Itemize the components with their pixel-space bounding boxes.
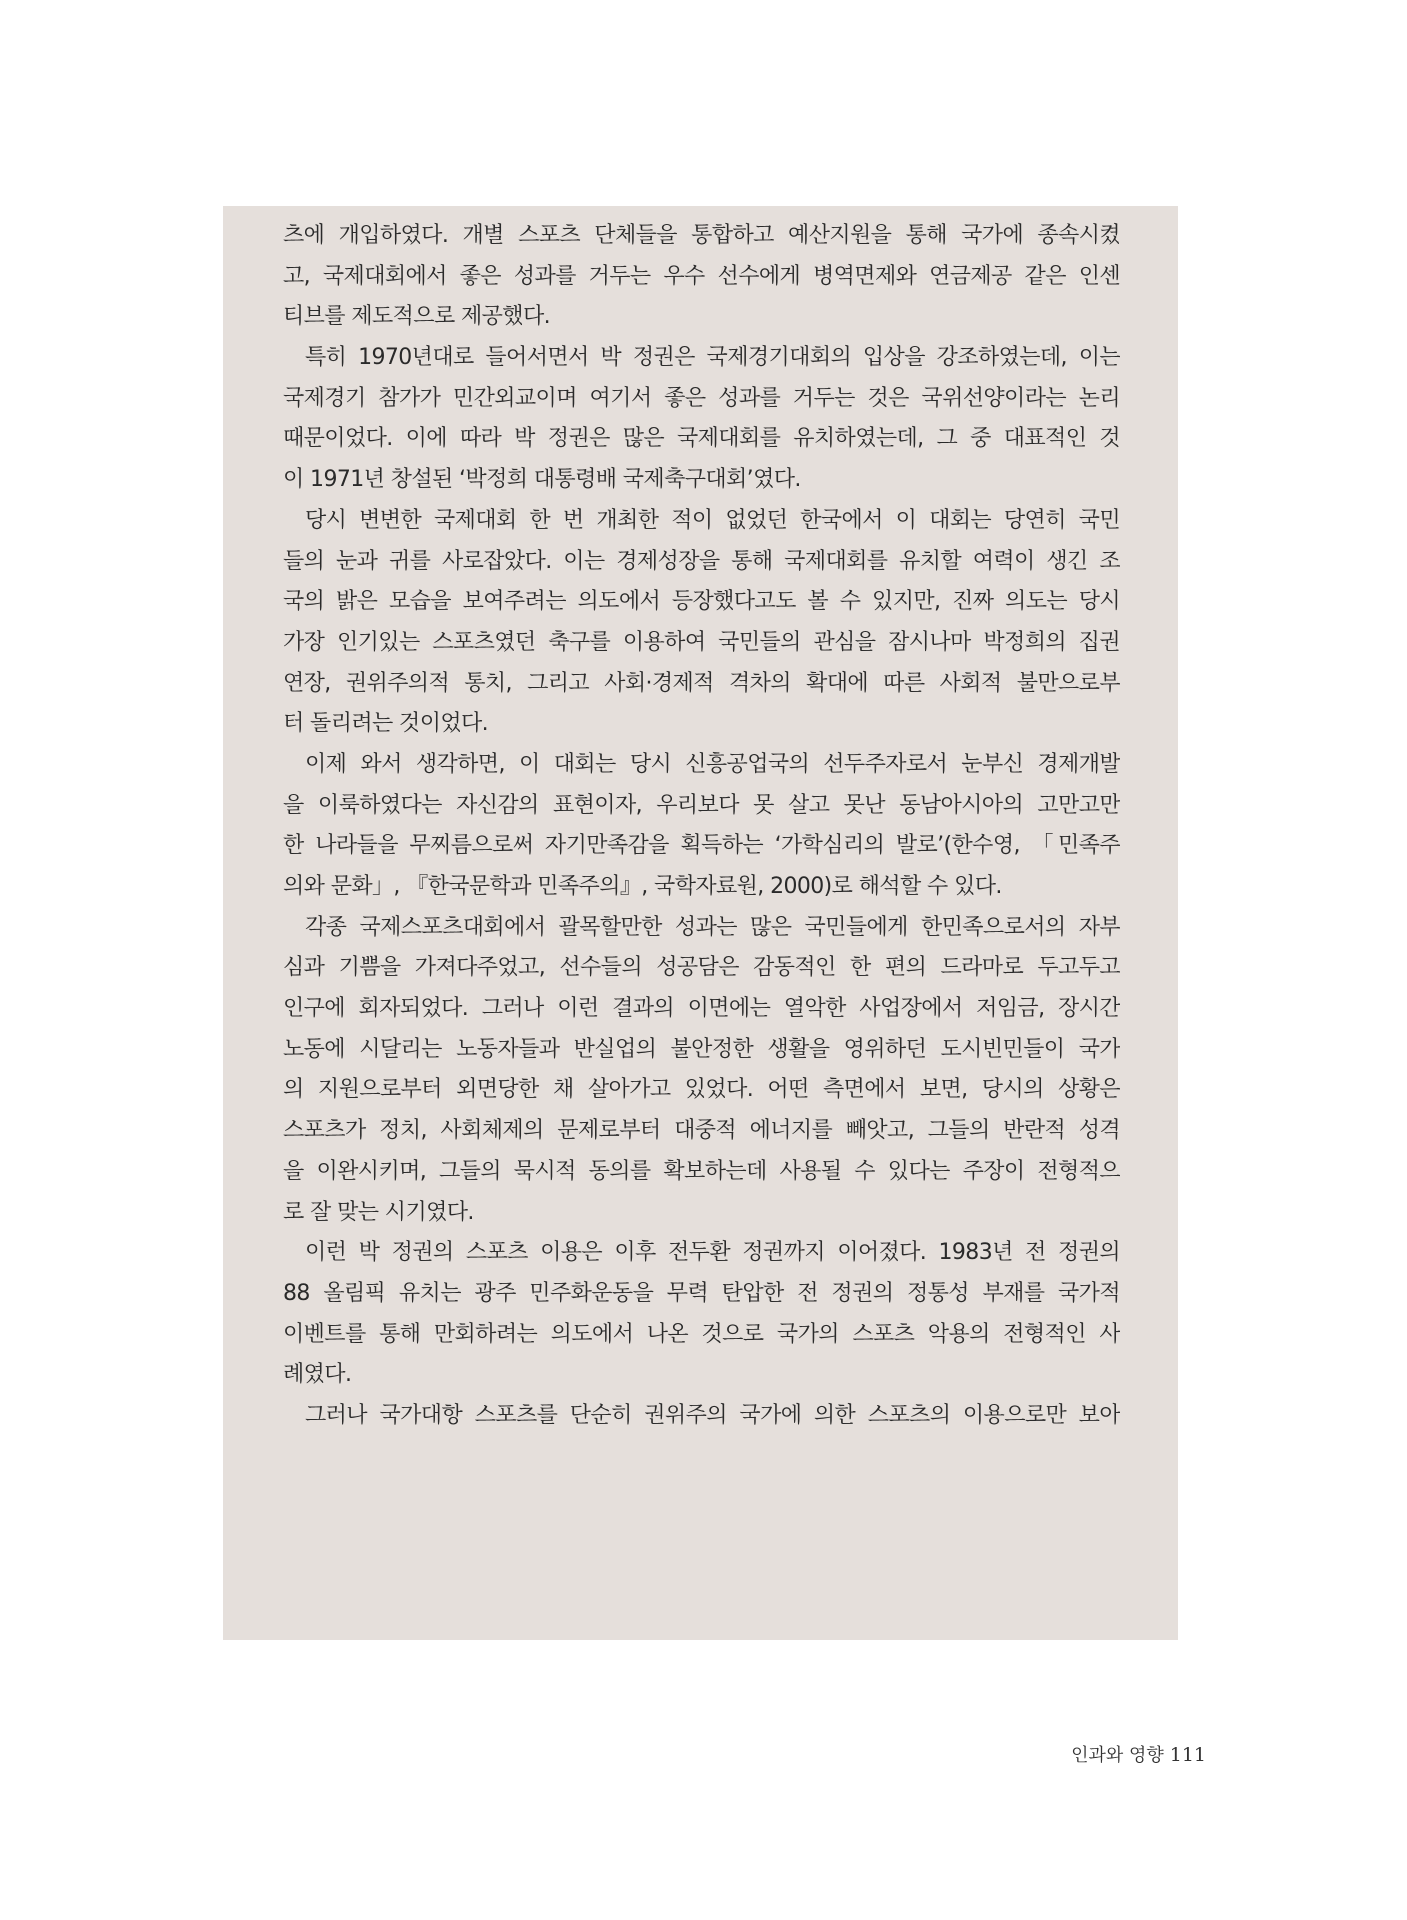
shaded-text-box xyxy=(223,206,1178,1640)
text-line: 그러나 국가대항 스포츠를 단순히 권위주의 국가에 의한 스포츠의 이용으로만 보아 xyxy=(305,1402,1120,1428)
page-footer xyxy=(1020,1741,1206,1767)
text-line: 특히 1970년대로 들어서면서 박 정권은 국제경기대회의 입상을 강조하였는데, 이는 xyxy=(305,345,1120,371)
text-line: 례였다. xyxy=(283,1362,352,1388)
text-line: 심과 기쁨을 가져다주었고, 선수들의 성공담은 감동적인 한 편의 드라마로 두고두고 xyxy=(283,955,1120,981)
text-line: 들의 눈과 귀를 사로잡았다. 이는 경제성장을 통해 국제대회를 유치할 여력이 생긴 조 xyxy=(283,548,1120,574)
text-line: 각종 국제스포츠대회에서 괄목할만한 성과는 많은 국민들에게 한민족으로서의 자부 xyxy=(305,914,1120,940)
text-line: 스포츠가 정치, 사회체제의 문제로부터 대중적 에너지를 빼앗고, 그들의 반란적 성격 xyxy=(283,1118,1120,1144)
text-line: 국의 밝은 모습을 보여주려는 의도에서 등장했다고도 볼 수 있지만, 진짜 의도는 당시 xyxy=(283,589,1120,615)
text-line: 연장, 권위주의적 통치, 그리고 사회·경제적 격차의 확대에 따른 사회적 불만으로부 xyxy=(283,670,1120,696)
text-line: 국제경기 참가가 민간외교이며 여기서 좋은 성과를 거두는 것은 국위선양이라는 논리 xyxy=(283,385,1120,411)
text-line: 을 이룩하였다는 자신감의 표현이자, 우리보다 못 살고 못난 동남아시아의 고만고만 xyxy=(283,792,1120,818)
text-line: 이제 와서 생각하면, 이 대회는 당시 신흥공업국의 선두주자로서 눈부신 경제개발 xyxy=(305,751,1120,777)
text-line: 이 1971년 창설된 ‘박정희 대통령배 국제축구대회’였다. xyxy=(283,467,801,493)
text-line: 고, 국제대회에서 좋은 성과를 거두는 우수 선수에게 병역면제와 연금제공 같은 인센 xyxy=(283,263,1120,289)
text-line: 이런 박 정권의 스포츠 이용은 이후 전두환 정권까지 이어졌다. 1983년 전 정권의 xyxy=(305,1240,1120,1266)
text-line: 의와 문화」, 『한국문학과 민족주의』, 국학자료원, 2000)로 해석할 수 있다. xyxy=(283,874,1002,899)
text-line: 노동에 시달리는 노동자들과 반실업의 불안정한 생활을 영위하던 도시빈민들이 국가 xyxy=(283,1036,1120,1062)
page-number: 111 xyxy=(1169,1744,1206,1766)
text-line: 당시 변변한 국제대회 한 번 개최한 적이 없었던 한국에서 이 대회는 당연히 국민 xyxy=(305,507,1120,533)
text-line: 터 돌리려는 것이었다. xyxy=(283,711,489,737)
running-title: 인과와 영향 xyxy=(1071,1745,1164,1766)
text-line: 이벤트를 통해 만회하려는 의도에서 나온 것으로 국가의 스포츠 악용의 전형적인 사 xyxy=(283,1321,1120,1347)
text-line: 의 지원으로부터 외면당한 채 살아가고 있었다. 어떤 측면에서 보면, 당시의 상황은 xyxy=(283,1077,1120,1103)
text-line: 인구에 회자되었다. 그러나 이런 결과의 이면에는 열악한 사업장에서 저임금, 장시간 xyxy=(283,996,1120,1022)
text-line: 한 나라들을 무찌름으로써 자기만족감을 획득하는 ‘가학심리의 발로’(한수영, 「민족주 xyxy=(283,833,1120,859)
text-line: 88 올림픽 유치는 광주 민주화운동을 무력 탄압한 전 정권의 정통성 부재를 국가적 xyxy=(283,1280,1120,1306)
text-line: 가장 인기있는 스포츠였던 축구를 이용하여 국민들의 관심을 잠시나마 박정희의 집권 xyxy=(283,629,1120,655)
text-line: 티브를 제도적으로 제공했다. xyxy=(283,304,551,330)
text-line: 츠에 개입하였다. 개별 스포츠 단체들을 통합하고 예산지원을 통해 국가에 종속시켰 xyxy=(283,223,1120,248)
text-line: 때문이었다. 이에 따라 박 정권은 많은 국제대회를 유치하였는데, 그 중 대표적인 것 xyxy=(283,426,1120,452)
text-line: 을 이완시키며, 그들의 묵시적 동의를 확보하는데 사용될 수 있다는 주장이 전형적으 xyxy=(283,1158,1120,1184)
text-line: 로 잘 맞는 시기였다. xyxy=(283,1199,474,1225)
